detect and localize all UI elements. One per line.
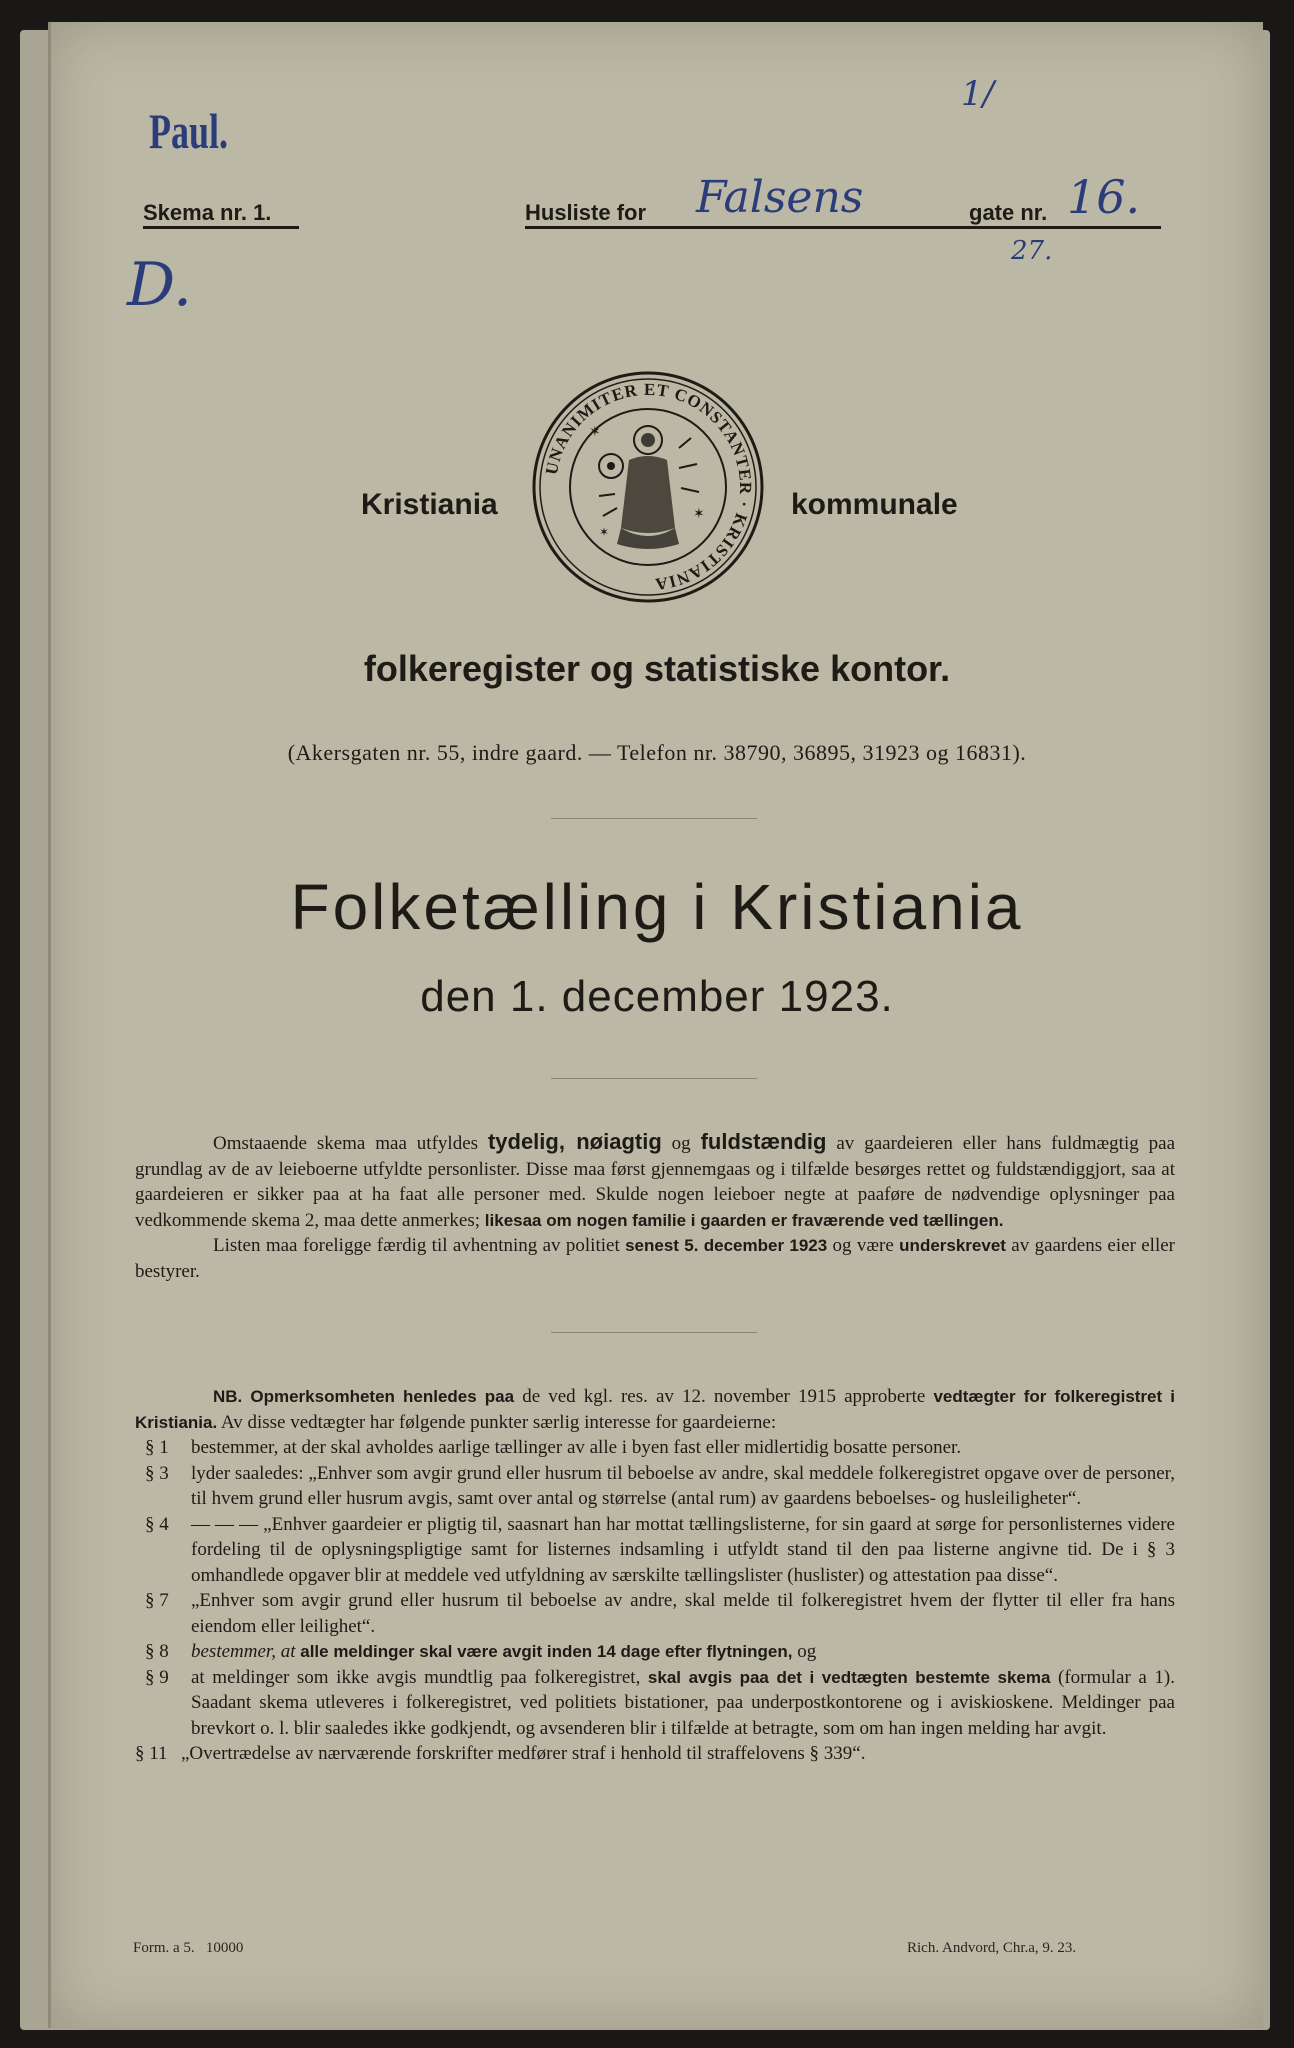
intro-p1-a: Omstaaende skema maa utfyldes: [213, 1133, 488, 1154]
divider-3: [551, 1332, 757, 1333]
paragraph-9-bold: skal avgis paa det i vedtægten bestemte skema: [647, 1667, 1051, 1687]
divider-2: [551, 1078, 757, 1079]
census-form-page: [48, 22, 1263, 2028]
intro-p2-a: Listen maa foreligge færdig til avhentning av politiet: [213, 1235, 626, 1256]
number-handwritten: 16.: [1067, 170, 1141, 224]
paragraph-8-bold: alle meldinger skal være avgit inden 14 dage efter flytningen,: [300, 1642, 793, 1661]
intro-p1-bold-1: tydelig, nøiagtig: [487, 1129, 662, 1154]
schema-label: Skema nr. 1.: [143, 200, 272, 225]
street-handwritten: Falsens: [696, 172, 864, 223]
kristiania-seal: [529, 368, 767, 606]
nb-lead: de ved kgl. res. av 12. november 1915 approberte: [514, 1386, 934, 1407]
schema-underline: [143, 226, 299, 229]
paragraph-9: [135, 1665, 1175, 1742]
paragraph-3: [135, 1461, 1175, 1512]
intro-p1-bold-3: likesaa om nogen familie i gaarden er fraværende ved tællingen.: [484, 1210, 1004, 1230]
paragraph-4-text: — — — „Enhver gaardeier er pligtig til, saasnart han har mottat tællingslisterne, for sin gaard at sørge for personlisternes videre fordeling til de oplysningspligtige samt for listernes indsamling i utfyldt stand til den paa listerne angivne tid. De i § 3 omhandlede opgaver blir at meddele ved utfyldning av særskilte tællingslister (huslister) og attestation paa disse“.: [191, 1513, 1175, 1586]
office-left: Kristiania: [361, 488, 498, 521]
paragraph-1-text: bestemmer, at der skal avholdes aarlige tællinger av alle i byen fast eller midlertidig bosatte personer.: [191, 1437, 962, 1458]
paragraph-4: [135, 1512, 1175, 1589]
paragraph-8-pre: bestemmer, at: [191, 1641, 301, 1662]
paragraph-3-text: lyder saaledes: „Enhver som avgir grund eller husrum til beboelse av andre, skal meddele folkeregistret opgave over de personer, til hvem grund eller husrum avgis, samt over antal og størrelse (antal rum) av gaardens beboelses- og husleiligheter“.: [191, 1462, 1175, 1509]
office-right: kommunale: [791, 488, 958, 521]
office-title: folkeregister og statistiske kontor.: [363, 648, 951, 689]
paragraph-8-number: § 8: [145, 1641, 169, 1662]
svg-text:✶: ✶: [599, 525, 610, 539]
corner-mark: 1/: [961, 74, 995, 114]
paragraph-8-post: og: [792, 1641, 817, 1662]
intro-p1-c: av gaardeieren eller hans fuldmægtig paa grundlag av de av leieboerne utfyldte personlister. Disse maa først gjennemgaas og i tilfælde besørges rettet og fuldstændiggjort, saa at gaardeieren er sikker paa at ha faat alle personer med. Skulde nogen leieboer negte at paaføre de nødvendige oplysninger paa vedkommende skema 2, maa dette anmerkes;: [135, 1133, 1176, 1231]
intro-p2-b: og være: [827, 1235, 900, 1256]
intro-text: [135, 1129, 1175, 1284]
paragraph-9-post: (formular a 1). Saadant skema utleveres i folkeregistret, ved politiets bistationer, paa underpostkontorene og i aviskioskene. Meldinger paa brevkort o. l. blir saaledes ikke godkjendt, og avsenderen blir i tilfælde at betragte, som om han ingen melding har avgit.: [191, 1666, 1175, 1739]
paragraph-8: [135, 1639, 1175, 1665]
nb-section: [135, 1384, 1175, 1767]
nb-lead-post: Av disse vedtægter har følgende punkter særlig interesse for gaardeierne:: [217, 1411, 777, 1433]
main-title: Folketælling i Kristiania: [290, 871, 1024, 943]
handwritten-name: Paul.: [149, 103, 229, 159]
footer-printer: Rich. Andvord, Chr.a, 9. 23.: [907, 1940, 1077, 1956]
paragraph-11-text: „Overtrædelse av nærværende forskrifter medfører straf i henhold til straffelovens § 339“.: [181, 1743, 866, 1764]
nb-lead-bold: NB. Opmerksomheten henledes paa: [213, 1387, 515, 1406]
paragraph-1-number: § 1: [145, 1437, 169, 1458]
paragraph-7: [135, 1588, 1175, 1639]
intro-p2-c: av gaardens eier eller bestyrer.: [135, 1235, 1175, 1282]
paragraph-4-number: § 4: [145, 1513, 169, 1535]
svg-text:✶: ✶: [589, 424, 601, 440]
letter-mark: D.: [127, 250, 193, 320]
husliste-label: Husliste for: [525, 200, 647, 225]
paragraph-9-number: § 9: [145, 1666, 169, 1688]
paragraph-11: [135, 1741, 1175, 1767]
paragraph-7-text: „Enhver som avgir grund eller husrum til beboelse av andre, skal melde til folkeregistret hvem der flytter til eller fra hans eiendom eller leilighet“.: [191, 1590, 1175, 1637]
footer-form-number: Form. a 5. 10000: [133, 1940, 244, 1956]
under-mark: 27.: [1011, 236, 1053, 266]
office-address: (Akersgaten nr. 55, indre gaard. — Telefon nr. 38790, 36895, 31923 og 16831).: [287, 740, 1027, 765]
divider-1: [551, 818, 757, 819]
paragraph-11-number: § 11: [135, 1743, 168, 1764]
gate-label: gate nr.: [969, 200, 1048, 225]
header-underline: [525, 226, 1161, 229]
paragraph-3-number: § 3: [145, 1462, 169, 1484]
intro-p1-bold-2: fuldstændig: [700, 1129, 827, 1154]
paragraph-1: [135, 1435, 1175, 1461]
main-subtitle: den 1. december 1923.: [420, 972, 894, 1021]
paragraph-7-number: § 7: [145, 1590, 169, 1611]
nb-lead-bold-2: vedtægter for folkeregistret i Kristiania.: [135, 1387, 1175, 1432]
intro-p2-bold-2: underskrevet: [899, 1236, 1006, 1255]
svg-text:✶: ✶: [693, 506, 705, 522]
intro-p1-b: og: [661, 1133, 701, 1154]
seal-text: UNANIMITER ET CONSTANTER · KRISTIANIA: [541, 379, 756, 594]
intro-p2-bold-1: senest 5. december 1923: [625, 1236, 828, 1255]
paragraph-9-pre: at meldinger som ikke avgis mundtlig paa folkeregistret,: [191, 1666, 648, 1688]
